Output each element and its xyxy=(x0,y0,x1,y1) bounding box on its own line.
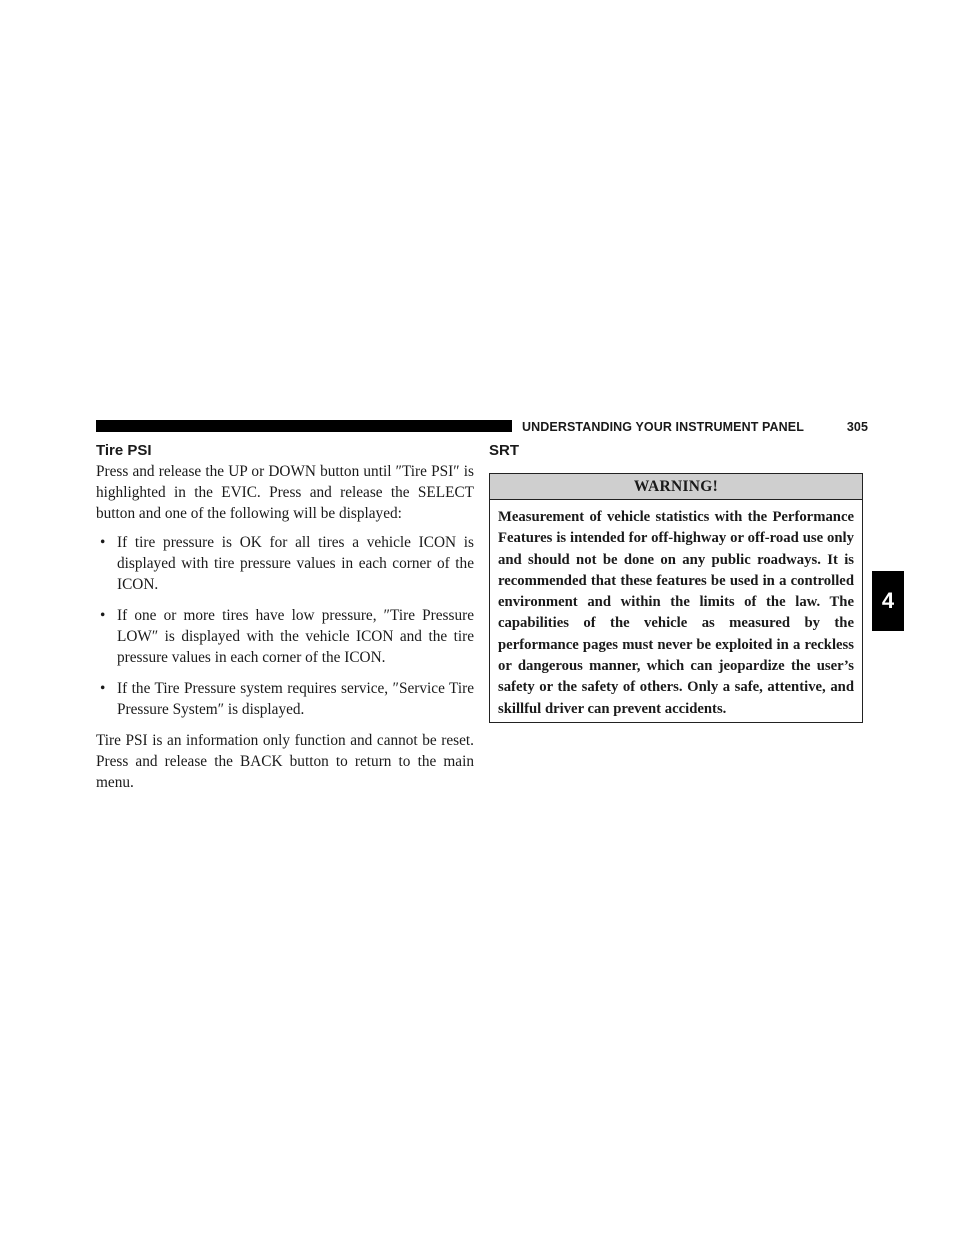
right-column xyxy=(489,441,864,461)
list-item xyxy=(96,532,474,595)
chapter-tab: 4 xyxy=(872,571,904,631)
list-item xyxy=(96,678,474,720)
list-item-text: If tire pressure is OK for all tires a vehicle ICON is displayed with tire pressure values in each corner of the ICON. xyxy=(117,534,474,593)
warning-box xyxy=(489,473,863,723)
tire-psi-closing: Tire PSI is an information only function and cannot be reset. Press and release the BACK button to return to the main menu. xyxy=(96,732,474,791)
page-number: 305 xyxy=(846,420,868,434)
srt-heading: SRT xyxy=(489,442,519,459)
list-item-text: If one or more tires have low pressure, ″Tire Pressure LOW″ is displayed with the vehicle ICON and the tire pressure values in each corner of the ICON. xyxy=(117,607,474,666)
bullet-icon: • xyxy=(100,607,106,624)
list-item xyxy=(96,605,474,668)
bullet-icon: • xyxy=(100,534,106,551)
header-section-title: UNDERSTANDING YOUR INSTRUMENT PANEL xyxy=(522,420,804,434)
tire-psi-heading: Tire PSI xyxy=(96,442,152,459)
header-rule xyxy=(96,420,512,432)
bullet-icon: • xyxy=(100,680,106,697)
warning-text: Measurement of vehicle statistics with the Performance Features is intended for off-highway or off-road use only and should not be done on any public roadways. It is recommended that these features be used in a controlled environment and within the limits of the law. The capabilities of the vehicle as measured by the performance pages must never be exploited in a reckless or dangerous manner, which can jeopardize the user’s safety or the safety of others. Only a safe, attentive, and skillful driver can prevent accidents. xyxy=(498,509,854,717)
tire-psi-bullets xyxy=(96,532,474,720)
running-header xyxy=(522,418,868,436)
list-item-text: If the Tire Pressure system requires service, ″Service Tire Pressure System″ is displayed. xyxy=(117,680,474,718)
left-column xyxy=(96,441,474,793)
warning-title: WARNING! xyxy=(490,474,862,500)
tire-psi-intro: Press and release the UP or DOWN button until ″Tire PSI″ is highlighted in the EVIC. Press and release the SELECT button and one of the following will be displayed: xyxy=(96,463,474,522)
